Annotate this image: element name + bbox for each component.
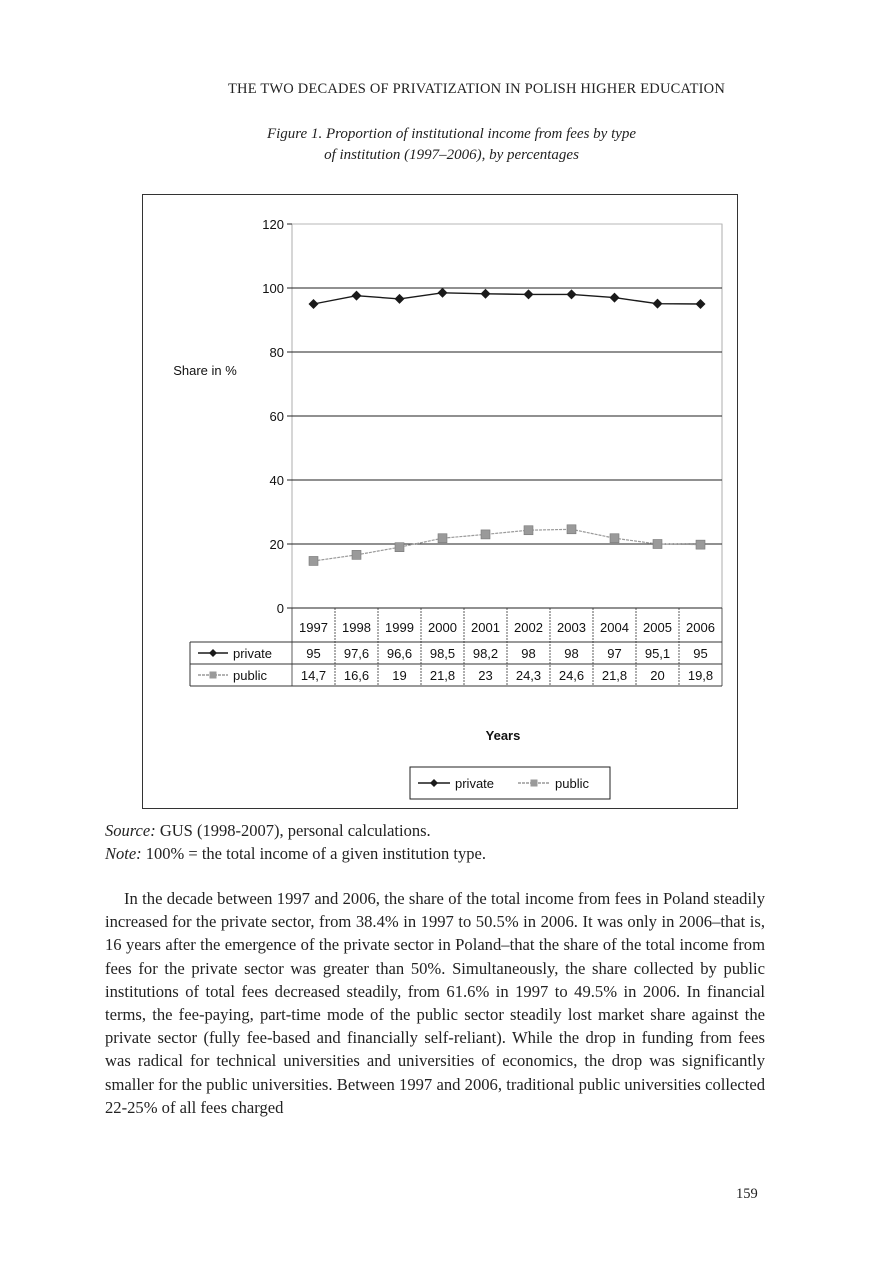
data-label-private-2004: 97 [607,646,622,661]
chart-legend [410,767,610,799]
y-tick-label-120: 120 [262,217,284,232]
note-text: 100% = the total income of a given institution type. [141,844,486,863]
legend-label-public: public [555,776,589,791]
page-number: 159 [736,1186,758,1202]
public-point-1997 [309,556,318,565]
y-axis-label: Share in % [173,363,237,378]
x-tick-label-2002: 2002 [514,620,543,635]
figure-caption-line1: Figure 1. Proportion of institutional income from fees by type [266,126,637,142]
public-point-2006 [696,540,705,549]
data-label-private-2001: 98,2 [472,646,499,661]
y-tick-label-40: 40 [269,473,284,488]
data-label-private-2005: 95,1 [644,646,671,661]
table-row-label-public: public [233,668,267,683]
data-label-private-2006: 95 [693,646,708,661]
legend-label-private: private [455,776,495,791]
figure-caption [0,124,893,166]
data-label-private-2000: 98,5 [429,646,456,661]
public-point-1998 [352,550,361,559]
table-row-label-private: private [233,646,273,661]
data-label-private-2003: 98 [564,646,579,661]
public-point-2001 [481,530,490,539]
public-point-2005 [653,540,662,549]
data-label-public-1997: 14,7 [300,668,327,683]
x-tick-label-1997: 1997 [299,620,328,635]
data-label-private-2002: 98 [521,646,536,661]
table-key-marker-public [210,672,217,679]
data-label-public-2002: 24,3 [515,668,542,683]
source-text: GUS (1998-2007), personal calculations. [155,821,431,840]
note-label: Note: [105,844,142,863]
figure-caption-line2: of institution (1997–2006), by percentages [324,147,579,163]
source-label: Source: [105,821,156,840]
x-tick-label-2000: 2000 [428,620,457,635]
x-tick-label-1999: 1999 [385,620,414,635]
data-label-public-2000: 21,8 [429,668,456,683]
data-label-private-1998: 97,6 [343,646,370,661]
data-label-public-2005: 20 [650,668,665,683]
x-tick-label-2006: 2006 [686,620,715,635]
y-tick-label-100: 100 [262,281,284,296]
body-paragraph [105,887,765,1119]
figure-note [105,844,486,864]
x-tick-label-2003: 2003 [557,620,586,635]
data-label-public-2004: 21,8 [601,668,628,683]
legend-marker-public [531,780,538,787]
body-paragraph-text: In the decade between 1997 and 2006, the share of the total income from fees in Poland steadily increased for the private sector, from 38.4% in 1997 to 50.5% in 2006. It was only in 2006–that is, 16 years after the emergence of the private sector in Poland–that the share of the total income from fees for the private sector was greater than 50%. Simultaneously, the share collected by public institutions of total fees decreased steadily, from 61.6% in 1997 to 49.5% in 2006. In financial terms, the fee-paying, part-time mode of the public sector steadily lost market share against the private sector (fully fee-based and financially self-reliant). While the drop in funding from fees was radical for technical universities and universities of economics, the drop was significantly smaller for the public universities. Between 1997 and 2006, traditional public universities collected 22-25% of all fees charged [105,889,765,1117]
x-tick-label-2001: 2001 [471,620,500,635]
data-label-public-2001: 23 [478,668,493,683]
data-label-public-1999: 19 [392,668,407,683]
public-point-2004 [610,534,619,543]
public-point-2003 [567,525,576,534]
data-label-private-1999: 96,6 [386,646,413,661]
data-label-private-1997: 95 [306,646,321,661]
y-tick-label-20: 20 [269,537,284,552]
x-tick-label-2004: 2004 [600,620,629,635]
public-point-2000 [438,534,447,543]
public-point-1999 [395,543,404,552]
y-tick-label-80: 80 [269,345,284,360]
data-label-public-2003: 24,6 [558,668,585,683]
y-tick-label-0: 0 [276,601,284,616]
running-header: THE TWO DECADES OF PRIVATIZATION IN POLISH HIGHER EDUCATION [228,81,725,97]
x-axis-label: Years [485,728,521,743]
data-label-public-2006: 19,8 [687,668,714,683]
y-tick-label-60: 60 [269,409,284,424]
chart-frame [143,195,738,809]
figure-source [105,821,431,841]
x-tick-label-1998: 1998 [342,620,371,635]
data-label-public-1998: 16,6 [343,668,370,683]
line-chart [142,194,739,810]
x-tick-label-2005: 2005 [643,620,672,635]
public-point-2002 [524,526,533,535]
